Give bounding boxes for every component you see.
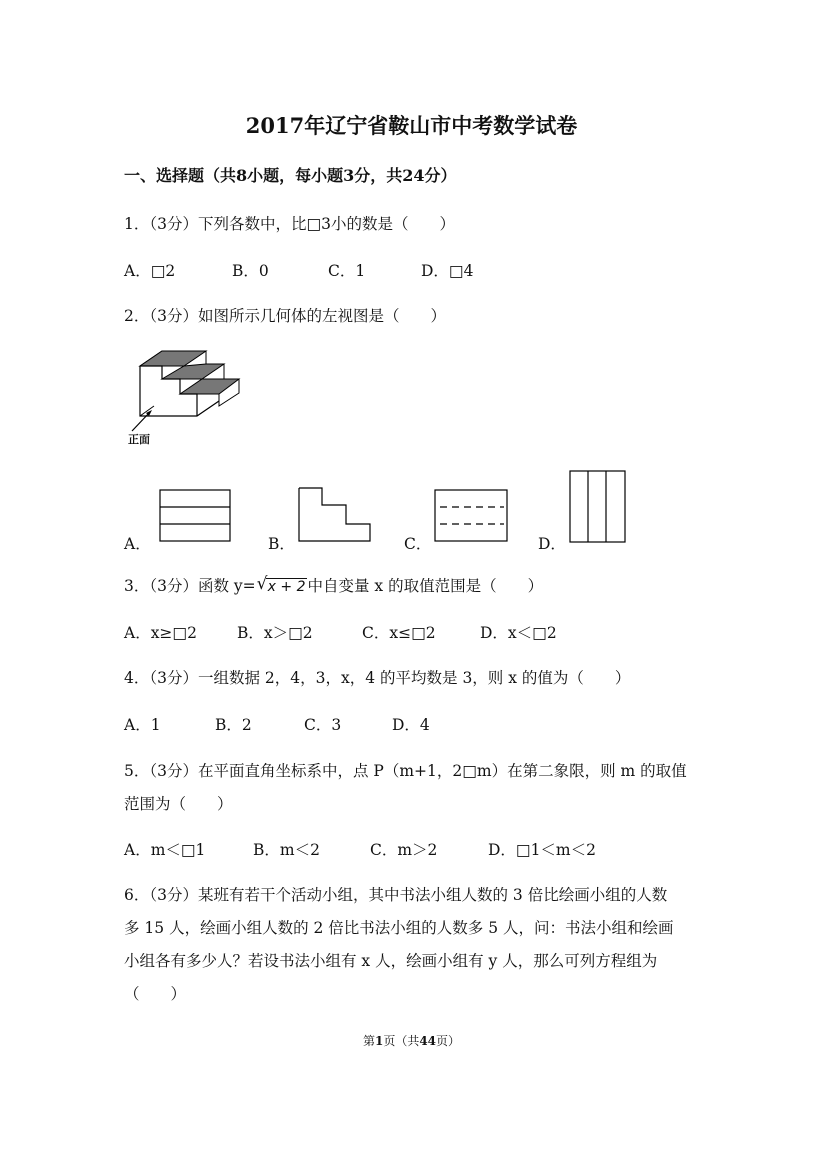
- q3-stem-prefix: 3．（3分）函数 y=: [124, 577, 256, 595]
- front-view-label: 正面: [128, 433, 150, 446]
- option-c-figure: [434, 489, 508, 543]
- question-6-line-4: （ ）: [124, 985, 187, 1003]
- question-4-stem: 4．（3分）一组数据 2，4，3，x，4 的平均数是 3，则 x 的值为（ ）: [124, 669, 631, 687]
- question-5-line-1: 5．（3分）在平面直角坐标系中，点 P（m+1，2□m）在第二象限，则 m 的取值: [124, 762, 687, 780]
- footer-suffix: 页）: [436, 1034, 461, 1048]
- question-5-line-2: 范围为（ ）: [124, 795, 233, 813]
- q4-option-c: C．3: [304, 716, 342, 734]
- page-footer: [0, 1032, 823, 1049]
- question-6-line-1: 6．（3分）某班有若干个活动小组，其中书法小组人数的 3 倍比绘画小组的人数: [124, 886, 668, 904]
- q3-stem-suffix: 中自变量 x 的取值范围是（ ）: [307, 577, 544, 595]
- page-title: 2017年辽宁省鞍山市中考数学试卷: [245, 113, 578, 138]
- option-d-figure: [569, 470, 627, 544]
- q5-option-d: D．□1＜m＜2: [488, 841, 596, 859]
- q3-option-c: C．x≤□2: [362, 624, 436, 642]
- option-b-figure: [298, 487, 372, 543]
- q4-option-a: A．1: [124, 716, 161, 734]
- q2-option-b: B．: [268, 535, 295, 553]
- footer-page-number: 1: [374, 1034, 384, 1048]
- q3-option-d: D．x＜□2: [480, 624, 557, 642]
- footer-prefix: 第: [362, 1034, 375, 1048]
- question-2-stem: 2．（3分）如图所示几何体的左视图是（ ）: [124, 307, 446, 325]
- question-6-line-3: 小组各有多少人？若设书法小组有 x 人，绘画小组有 y 人，那么可列方程组为: [124, 952, 658, 970]
- q4-option-b: B．2: [215, 716, 252, 734]
- q1-option-a: A．□2: [124, 262, 176, 280]
- question-3-stem: [124, 574, 543, 596]
- q3-option-b: B．x＞□2: [237, 624, 313, 642]
- q3-option-a: A．x≥□2: [124, 624, 197, 642]
- q4-option-d: D．4: [392, 716, 430, 734]
- q1-option-b: B．0: [232, 262, 269, 280]
- footer-middle: 页（共: [383, 1034, 420, 1048]
- question-1-stem: 1．（3分）下列各数中，比□3小的数是（ ）: [124, 215, 455, 233]
- question-6-line-2: 多 15 人，绘画小组人数的 2 倍比书法小组的人数多 5 人，问：书法小组和绘画: [124, 919, 674, 937]
- section-heading: 一、选择题（共8小题，每小题3分，共24分）: [124, 166, 457, 185]
- q2-option-d: D．: [538, 535, 566, 553]
- q2-option-a: A．: [124, 535, 151, 553]
- q5-option-b: B．m＜2: [253, 841, 320, 859]
- option-a-figure: [159, 489, 231, 543]
- q3-radicand: x + 2: [267, 579, 306, 595]
- radical-sign-icon: √: [256, 574, 268, 594]
- q5-option-c: C．m＞2: [370, 841, 438, 859]
- q2-option-c: C．: [404, 535, 432, 553]
- q1-option-c: C．1: [328, 262, 366, 280]
- footer-total-pages: 44: [419, 1034, 437, 1048]
- q1-option-d: D．□4: [421, 262, 474, 280]
- sqrt-expression: [256, 574, 308, 595]
- q5-option-a: A．m＜□1: [124, 841, 206, 859]
